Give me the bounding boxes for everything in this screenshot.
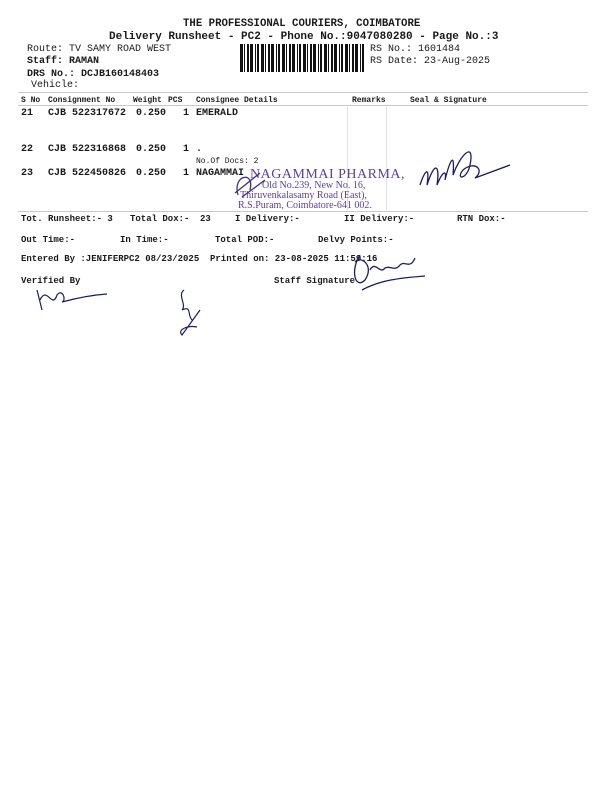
barcode-bar	[255, 44, 256, 72]
barcode-bar	[307, 44, 308, 72]
barcode-bar	[303, 44, 306, 72]
stamp-line: NAGAMMAI PHARMA,	[250, 167, 406, 182]
barcode-bar	[349, 44, 350, 72]
barcode-bar	[299, 44, 301, 72]
divider	[18, 211, 588, 212]
barcode-bar	[313, 44, 316, 72]
staff: Staff: RAMAN	[27, 56, 100, 67]
out-time: Out Time:-	[21, 235, 76, 245]
row-pcs: 1	[183, 108, 190, 119]
stamp-initial-signature	[230, 165, 270, 205]
barcode	[240, 44, 368, 72]
col-seal: Seal & Signature	[410, 96, 487, 105]
row-sno: 22	[21, 144, 34, 155]
row-weight: 0.250	[136, 144, 167, 155]
i-delivery: I Delivery:-	[235, 214, 300, 224]
barcode-bar	[297, 44, 298, 72]
row-pcs: 1	[183, 144, 190, 155]
col-pcs: PCS	[168, 96, 183, 105]
row-consignment: CJB 522316868	[48, 144, 127, 155]
runsheet-subtitle: Delivery Runsheet - PC2 - Phone No.:9047080280 - Page No.:3	[109, 31, 499, 43]
tot-runsheet: Tot. Runsheet:- 3	[21, 214, 113, 224]
stamp-line: R.S.Puram, Coimbatore-641 002.	[238, 200, 372, 211]
row-docs-count: No.Of Docs: 2	[196, 157, 259, 166]
row-consignee: EMERALD	[196, 108, 239, 119]
row-consignment: CJB 522450826	[48, 168, 127, 179]
barcode-bar	[276, 44, 277, 72]
route: Route: TV SAMY ROAD WEST	[27, 44, 172, 55]
barcode-bar	[250, 44, 253, 72]
divider	[18, 92, 588, 93]
entered-by: Entered By :JENIFERPC2 08/23/2025	[21, 254, 200, 264]
drs-number: DRS No.: DCJB160148403	[27, 69, 160, 80]
barcode-bar	[339, 44, 340, 72]
barcode-bar	[324, 44, 327, 72]
row-consignee: NAGAMMAI	[196, 168, 245, 179]
barcode-bar	[282, 44, 285, 72]
barcode-bar	[355, 44, 358, 72]
barcode-bar	[310, 44, 312, 72]
barcode-bar	[331, 44, 333, 72]
vehicle: Vehicle:	[31, 80, 80, 91]
row-consignee: .	[196, 144, 203, 155]
total-pod: Total POD:-	[215, 235, 275, 245]
total-dox-value: 23	[200, 214, 211, 224]
barcode-bar	[265, 44, 266, 72]
delvy-points: Delvy Points:-	[318, 235, 394, 245]
barcode-bar	[318, 44, 319, 72]
company-title: THE PROFESSIONAL COURIERS, COIMBATORE	[183, 18, 421, 30]
stamp-line: Thiruvenkalasamy Road (East),	[240, 190, 367, 201]
barcode-bar	[257, 44, 259, 72]
ii-delivery: II Delivery:-	[344, 214, 415, 224]
barcode-bar	[278, 44, 280, 72]
barcode-bar	[286, 44, 287, 72]
barcode-bar	[247, 44, 249, 72]
barcode-bar	[240, 44, 243, 72]
row-weight: 0.250	[136, 168, 167, 179]
in-time: In Time:-	[120, 235, 169, 245]
rs-number: RS No.: 1601484	[370, 44, 461, 55]
col-remarks: Remarks	[352, 96, 386, 105]
divider	[386, 105, 387, 210]
stamp-line: Old No.239, New No. 16,	[262, 180, 366, 191]
barcode-bar	[271, 44, 274, 72]
barcode-bar	[362, 44, 364, 72]
barcode-bar	[244, 44, 245, 72]
row-pcs: 1	[183, 168, 190, 179]
staff-signature	[350, 250, 440, 295]
barcode-bar	[320, 44, 322, 72]
verifier-signature	[32, 280, 112, 315]
row-weight: 0.250	[136, 108, 167, 119]
barcode-bar	[345, 44, 348, 72]
barcode-bar	[261, 44, 264, 72]
barcode-bar	[334, 44, 337, 72]
col-consignment: Consignment No	[48, 96, 116, 105]
row-sno: 23	[21, 168, 34, 179]
col-consignee: Consignee Details	[196, 96, 278, 105]
barcode-bar	[292, 44, 295, 72]
staff-signature-label: Staff Signature	[274, 276, 356, 286]
consignee-signature	[415, 140, 525, 200]
verified-by: Verified By	[21, 276, 81, 286]
rs-date: RS Date: 23-Aug-2025	[370, 56, 491, 67]
col-sno: S No	[21, 96, 41, 105]
printed-on: Printed on: 23-08-2025 11:59:16	[210, 254, 378, 264]
row-sno: 21	[21, 108, 34, 119]
barcode-bar	[341, 44, 343, 72]
barcode-bar	[328, 44, 329, 72]
col-weight: Weight	[133, 96, 162, 105]
barcode-bar	[352, 44, 354, 72]
row-consignment: CJB 522317672	[48, 108, 127, 119]
barcode-bar	[289, 44, 291, 72]
barcode-bar	[268, 44, 270, 72]
rtn-dox: RTN Dox:-	[457, 214, 506, 224]
initial-signature	[172, 285, 212, 340]
barcode-bar	[360, 44, 361, 72]
total-dox: Total Dox:-	[130, 214, 190, 224]
